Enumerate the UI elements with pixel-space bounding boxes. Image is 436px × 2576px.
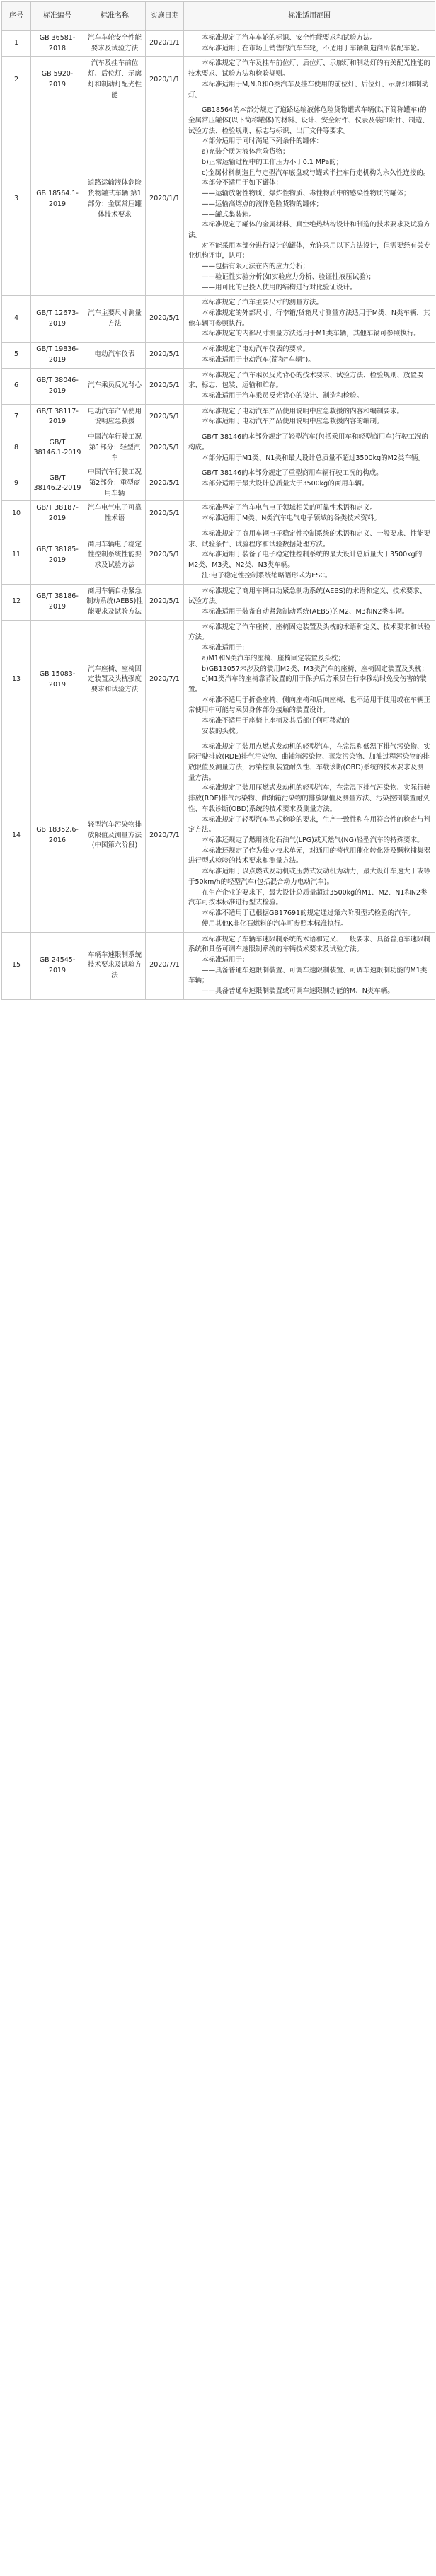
row-number: 14 <box>2 740 31 932</box>
standard-code: GB 18352.6-2016 <box>31 740 84 932</box>
effective-date: 2020/5/1 <box>146 584 184 620</box>
scope-cell <box>184 430 435 466</box>
standard-code: GB 24545-2019 <box>31 932 84 999</box>
scope-cell <box>184 620 435 740</box>
scope-paragraph: 本标准适用于电动汽车(简称“车辆”)。 <box>202 355 315 364</box>
scope-paragraph: 本标准规定了车辆车速限制系统的术语和定义、一般要求、具备普通车速限制系统和具备可调车速限制系统的车辆技术要求及试验方法。 <box>188 935 431 954</box>
table-row <box>2 527 435 584</box>
row-number: 3 <box>2 103 31 296</box>
scope-paragraph: ——运输高熔点的液体危险货物的罐体； <box>202 200 323 208</box>
scope-paragraph: 本标准适用于汽车乘员反光背心的设计、制造和检验。 <box>202 392 364 400</box>
scope-paragraph: GB18564的本部分规定了道路运输液体危险货物罐式车辆(以下简称罐车)的金属常压罐体(以下简称罐体)的材料、设计、安全附件、仪表及装卸附件、制造、试验方法、检验规则、标志与标识、出厂文件等要求。 <box>188 106 429 135</box>
scope-paragraph: 本标准规定了汽车乘员反光背心的技术要求、试验方法、检验规则、放置要求、标志、包装、运输和贮存。 <box>188 371 424 390</box>
effective-date: 2020/1/1 <box>146 57 184 103</box>
standard-code: GB/T 38185-2019 <box>31 527 84 584</box>
row-number: 13 <box>2 620 31 740</box>
scope-paragraph: ——用可比的已投入使用的结构进行对比验证设计。 <box>202 283 357 292</box>
effective-date: 2020/7/1 <box>146 620 184 740</box>
effective-date: 2020/5/1 <box>146 343 184 368</box>
scope-paragraph: 使用其他K非化石燃料的汽车可参照本标准执行。 <box>202 919 348 928</box>
scope-cell <box>184 584 435 620</box>
table-row <box>2 368 435 404</box>
table-row <box>2 430 435 466</box>
table-row <box>2 57 435 103</box>
scope-paragraph: b)正常运输过程中的工作压力小于0.1 MPa的； <box>202 158 343 166</box>
standard-name: 汽车座椅、座椅固定装置及头枕强度要求和试验方法 <box>84 620 146 740</box>
scope-paragraph: 本部分适用于同时满足下列条件的罐体： <box>202 137 323 146</box>
scope-paragraph: a)充装介质为液体危险货物； <box>202 148 289 156</box>
scope-paragraph: 本部分适用于M1类、N1类和最大设计总质量不超过3500kg的M2类车辆。 <box>202 454 425 462</box>
table-row <box>2 620 435 740</box>
effective-date: 2020/1/1 <box>146 31 184 57</box>
scope-paragraph: 本部分不适用于如下罐体： <box>202 179 283 188</box>
table-row <box>2 932 435 999</box>
scope-paragraph: 本标准不适用于折叠座椅、侧向座椅和后向座椅，也不适用于使用或在车辆正常使用中可能与乘员身体部分接触的装置设计。 <box>188 696 431 715</box>
row-number: 8 <box>2 430 31 466</box>
standard-code: GB/T 12673-2019 <box>31 296 84 343</box>
effective-date: 2020/1/1 <box>146 103 184 296</box>
scope-paragraph: 本标准规定了轻型汽车型式检验的要求，生产一致性和在用符合性的检查与判定方法。 <box>188 815 431 834</box>
effective-date: 2020/5/1 <box>146 430 184 466</box>
scope-cell <box>184 501 435 527</box>
scope-paragraph: GB/T 38146的本部分规定了重型商用车辆行驶工况的构成。 <box>202 469 383 478</box>
row-number: 1 <box>2 31 31 57</box>
standard-name: 汽车及挂车前位灯、后位灯、示廓灯和制动灯配光性能 <box>84 57 146 103</box>
scope-cell <box>184 740 435 932</box>
scope-cell <box>184 31 435 57</box>
row-number: 4 <box>2 296 31 343</box>
scope-paragraph: 本标准适用于装备自动紧急制动系统(AEBS)的M2、M3和N2类车辆。 <box>202 607 409 616</box>
scope-paragraph: 本标准不适用于已根据GB17691的规定通过第六阶段型式检验的汽车。 <box>202 909 415 918</box>
standard-code: GB/T 38187-2019 <box>31 501 84 527</box>
standard-code: GB/T 19836-2019 <box>31 343 84 368</box>
scope-paragraph: 本标准适用于装备了电子稳定性控制系统的最大设计总质量大于3500kg的M2类、M3类、N2类、N3类车辆。 <box>188 551 423 570</box>
scope-paragraph: 本标准还规定了作为独立技术单元，对通用的替代用催化转化器及颗粒捕集器进行型式检验的技术要求和测量方法。 <box>188 846 431 866</box>
row-number: 9 <box>2 466 31 501</box>
standard-name: 车辆车速限制系统技术要求及试验方法 <box>84 932 146 999</box>
effective-date: 2020/5/1 <box>146 368 184 404</box>
standard-name: 电动汽车仪表 <box>84 343 146 368</box>
standard-code: GB/T 38146.1-2019 <box>31 430 84 466</box>
table-row <box>2 466 435 501</box>
scope-paragraph: 本标准还规定了燃用液化石油气(LPG)或天然气(NG)轻型汽车的特殊要求。 <box>202 836 424 845</box>
header-name: 标准名称 <box>84 2 146 31</box>
table-row <box>2 740 435 932</box>
standard-code: GB 36581-2018 <box>31 31 84 57</box>
table-header-row <box>2 2 435 31</box>
table-row <box>2 343 435 368</box>
standard-name: 轻型汽车污染物排放限值及测量方法(中国第六阶段) <box>84 740 146 932</box>
effective-date: 2020/5/1 <box>146 404 184 430</box>
scope-paragraph: b)GB13057未涉及的装用M2类、M3类汽车的座椅、座椅固定装置及头枕； <box>202 665 428 673</box>
header-no: 序号 <box>2 2 31 31</box>
scope-cell <box>184 296 435 343</box>
scope-paragraph: 本标准规定了商用车辆电子稳定性控制系统的术语和定义、一般要求、性能要求、试验条件、试验程序和试验数据处理方法。 <box>188 529 431 548</box>
scope-cell <box>184 103 435 296</box>
standard-code: GB 18564.1-2019 <box>31 103 84 296</box>
scope-paragraph: 本标准规定了装用压燃式发动机的轻型汽车，在常温下排气污染物、实际行驶排放(RDE)排气污染物、曲轴箱污染物的排放限值及测量方法、污染控制装置耐久性、车载诊断(OBD)系统的技术要求及测量方法。 <box>188 784 431 813</box>
header-scope: 标准适用范围 <box>184 2 435 31</box>
standard-code: GB 15083-2019 <box>31 620 84 740</box>
header-code: 标准编号 <box>31 2 84 31</box>
scope-paragraph: 本标准规定了汽车主要尺寸的测量方法。 <box>202 299 323 307</box>
standard-code: GB/T 38146.2-2019 <box>31 466 84 501</box>
scope-paragraph: 本标准适用于： <box>202 955 249 964</box>
scope-paragraph: c)M1类汽车的座椅靠背设置的用于保护后方乘员在行李移动时免受伤害的装置。 <box>188 675 427 694</box>
standard-name: 汽车乘员反光背心 <box>84 368 146 404</box>
scope-paragraph: 本标准适用于M,N,R和O类汽车及挂车使用的前位灯、后位灯、示廓灯和制动灯。 <box>188 80 429 99</box>
scope-paragraph: 本标准适用于电动汽车产品使用说明中应急救援内容的编制。 <box>202 418 384 426</box>
effective-date: 2020/5/1 <box>146 466 184 501</box>
scope-paragraph: 本标准适用于M类、N类汽车电气电子领域的各类技术资料。 <box>202 514 381 523</box>
scope-paragraph: ——运输放射性物质、爆炸性物质、毒性物质中的感染性物质的罐体； <box>202 190 411 198</box>
table-row <box>2 296 435 343</box>
standard-name: 商用车辆自动紧急制动系统(AEBS)性能要求及试验方法 <box>84 584 146 620</box>
effective-date: 2020/7/1 <box>146 740 184 932</box>
scope-paragraph: 对不能采用本部分进行设计的罐体，允许采用以下方法设计，但需要经有关专业机构评审，认可： <box>188 241 431 260</box>
scope-paragraph: 本标准规定了汽车及挂车前位灯、后位灯、示廓灯和制动灯的有关配光性能的技术要求、试验方法和检验规则。 <box>188 59 431 79</box>
table-row <box>2 501 435 527</box>
scope-paragraph: 本标准规定了汽车座椅、座椅固定装置及头枕的术语和定义、技术要求和试验方法。 <box>188 623 431 642</box>
scope-paragraph: 本标准规定了罐体的金属材料、真空绝热结构设计和制造的技术要求及试验方法。 <box>188 221 431 239</box>
row-number: 5 <box>2 343 31 368</box>
scope-paragraph: 本标准规定的外部尺寸、行李箱/货箱尺寸测量方法适用于M类、N类车辆，其他车辆可参照执行。 <box>188 309 430 328</box>
scope-cell <box>184 527 435 584</box>
scope-paragraph: 本标准适用于在市场上销售的汽车车轮，不适用于车辆制造商所装配车轮。 <box>202 44 424 52</box>
scope-paragraph: 安装的头枕。 <box>202 727 243 735</box>
scope-paragraph: 本标准适用于: <box>202 644 245 652</box>
scope-paragraph: 本标准规定了电动汽车仪表的要求。 <box>202 345 310 354</box>
standard-name: 汽车主要尺寸测量方法 <box>84 296 146 343</box>
scope-paragraph: c)金属材料制造且与定型汽车底盘或与罐式半挂车行走机构为永久性连接的。 <box>202 168 430 177</box>
table-row <box>2 103 435 296</box>
scope-paragraph: 本标准适用于以点燃式发动机或压燃式发动机为动力，最大设计车速大于或等于50km/h的轻型汽车(包括混合动力电动汽车)。 <box>188 868 431 886</box>
scope-paragraph: ——具备普通车速限制装置、可调车速限制装置、可调车速限制功能的M1类车辆； <box>188 966 428 985</box>
effective-date: 2020/5/1 <box>146 501 184 527</box>
table-row <box>2 404 435 430</box>
standard-name: 商用车辆电子稳定性控制系统性能要求及试验方法 <box>84 527 146 584</box>
scope-paragraph: 本部分适用于最大设计总质量大于3500kg的商用车辆。 <box>202 480 369 488</box>
standard-code: GB/T 38046-2019 <box>31 368 84 404</box>
row-number: 11 <box>2 527 31 584</box>
scope-paragraph: 本标准界定了汽车电气电子领域相关的可靠性术语和定义。 <box>202 504 377 512</box>
scope-paragraph: 本标准规定了装用点燃式发动机的轻型汽车，在常温和低温下排气污染物、实际行驶排放(RDE)排气污染物、曲轴箱污染物、蒸发污染物、加油过程污染物的排放限值及测量方法，污染控制装置耐久性、车载诊断(OBD)系统的技术要求及测量方法。 <box>188 742 431 782</box>
effective-date: 2020/5/1 <box>146 527 184 584</box>
table-body <box>2 31 435 1000</box>
scope-cell <box>184 404 435 430</box>
scope-paragraph: GB/T 38146的本部分规定了轻型汽车(包括乘用车和轻型商用车)行驶工况的构成。 <box>188 433 429 452</box>
scope-paragraph: ——包括有限元法在内的应力分析； <box>202 263 310 271</box>
scope-paragraph: a)M1和N类汽车的座椅、座椅固定装置及头枕； <box>202 654 345 662</box>
scope-cell <box>184 368 435 404</box>
standard-code: GB/T 38117-2019 <box>31 404 84 430</box>
scope-paragraph: 本标准规定的内部尺寸测量方法适用于M1类车辆，其他车辆可参照执行。 <box>202 330 420 338</box>
scope-paragraph: 本标准规定了电动汽车产品使用说明中应急救援的内容和编制要求。 <box>202 407 404 415</box>
row-number: 15 <box>2 932 31 999</box>
scope-paragraph: 本标准不适用于座椅上座椅及其后部任何可移动的 <box>202 717 350 725</box>
standards-table <box>1 1 435 1000</box>
standard-name: 道路运输液体危险货物罐式车辆 第1部分：金属常压罐体技术要求 <box>84 103 146 296</box>
table-row <box>2 584 435 620</box>
scope-paragraph: 本标准规定了商用车辆自动紧急制动系统(AEBS)的术语和定义、技术要求、试验方法。 <box>188 587 427 606</box>
row-number: 2 <box>2 57 31 103</box>
standard-name: 中国汽车行驶工况 第2部分：重型商用车辆 <box>84 466 146 501</box>
header-date: 实施日期 <box>146 2 184 31</box>
effective-date: 2020/5/1 <box>146 296 184 343</box>
table-row <box>2 31 435 57</box>
scope-cell <box>184 932 435 999</box>
scope-cell <box>184 466 435 501</box>
scope-paragraph: ——罐式集装箱。 <box>202 210 256 219</box>
standard-name: 电动汽车产品使用说明应急救援 <box>84 404 146 430</box>
scope-paragraph: 注:电子稳定性控制系统缩略语形式为ESC。 <box>202 571 332 580</box>
effective-date: 2020/7/1 <box>146 932 184 999</box>
standard-code: GB 5920-2019 <box>31 57 84 103</box>
scope-paragraph: ——验证性实验分析(如实验应力分析、验证性液压试验)； <box>202 272 375 281</box>
scope-paragraph: ——具备普通车速限制装置或可调车速限制功能的M、N类车辆。 <box>202 987 394 996</box>
row-number: 12 <box>2 584 31 620</box>
scope-paragraph: 本标准规定了汽车车轮的标识、安全性能要求和试验方法。 <box>202 34 377 42</box>
standard-code: GB/T 38186-2019 <box>31 584 84 620</box>
standard-name: 中国汽车行驶工况 第1部分：轻型汽车 <box>84 430 146 466</box>
scope-paragraph: 在生产企业的要求下，最大设计总质量超过3500kg的M1、M2、N1和N2类汽车可按本标准进行型式检验。 <box>188 888 428 907</box>
scope-cell <box>184 343 435 368</box>
row-number: 7 <box>2 404 31 430</box>
row-number: 10 <box>2 501 31 527</box>
standard-name: 汽车电气电子可靠性术语 <box>84 501 146 527</box>
row-number: 6 <box>2 368 31 404</box>
standard-name: 汽车车轮安全性能要求及试验方法 <box>84 31 146 57</box>
scope-cell <box>184 57 435 103</box>
